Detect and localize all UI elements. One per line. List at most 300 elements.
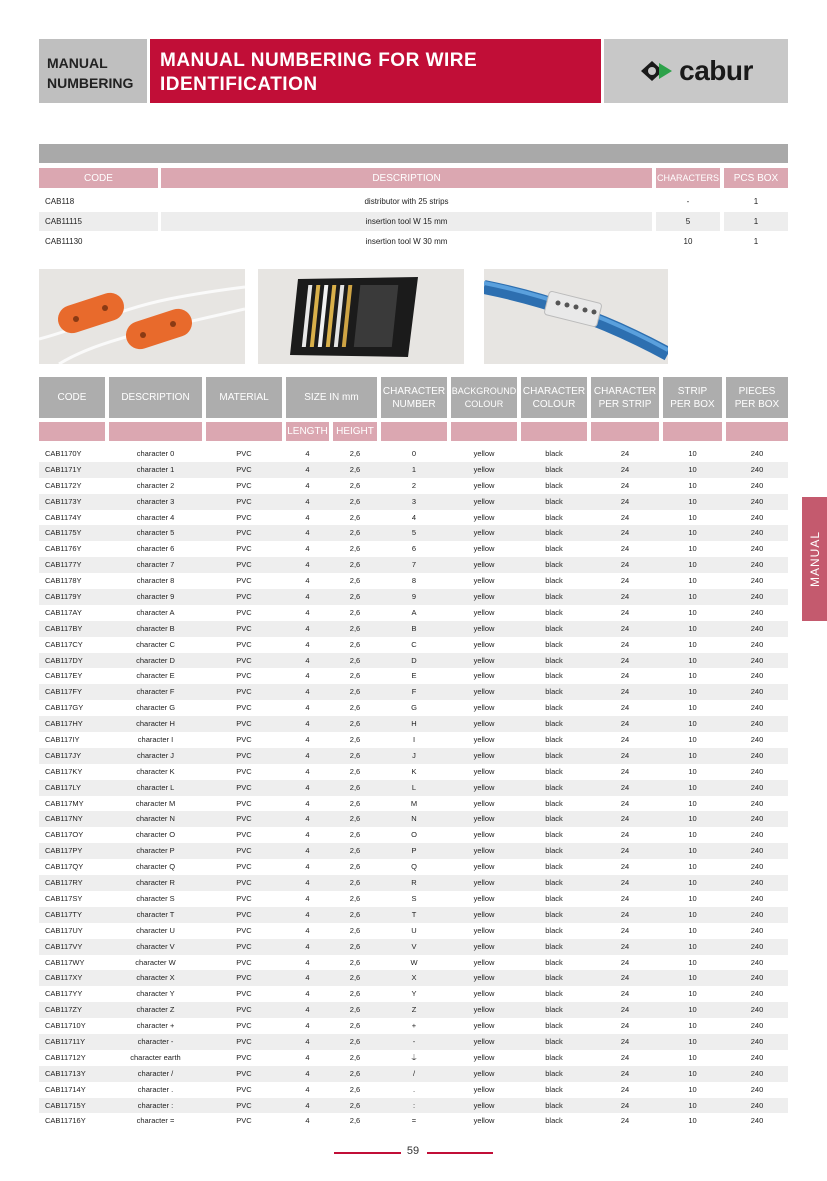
- cell-background-colour: yellow: [473, 798, 495, 808]
- cell-length: 4: [305, 782, 310, 792]
- cell-height: 2,6: [349, 480, 361, 490]
- cell-character-per-strip: 24: [620, 1005, 630, 1015]
- cell-character-per-strip: 24: [620, 925, 630, 935]
- cell-length: 4: [305, 607, 310, 617]
- cell-height: 2,6: [349, 528, 361, 538]
- cell-background-colour: yellow: [473, 512, 495, 522]
- cell-strip-per-box: 10: [688, 1084, 697, 1094]
- cell-character-per-strip: 24: [620, 655, 630, 665]
- cell-material: PVC: [236, 782, 252, 792]
- cell-strip-per-box: 10: [688, 528, 697, 538]
- cell-character-per-strip: 24: [620, 1036, 630, 1046]
- cell-code: CAB1170Y: [45, 449, 82, 458]
- cell-character-number: F: [411, 687, 417, 697]
- cell-character-colour: black: [545, 1021, 563, 1031]
- cell-character-per-strip: 24: [620, 671, 630, 681]
- cell-description: character C: [136, 639, 175, 649]
- cell-length: 4: [305, 846, 310, 856]
- cell-material: PVC: [236, 957, 252, 967]
- cell-length: 4: [305, 893, 310, 903]
- cell-material: PVC: [236, 449, 252, 458]
- col-header-character-colour: CHARACTER COLOUR: [521, 377, 587, 418]
- cell-character-colour: black: [545, 1100, 563, 1110]
- cell-length: 4: [305, 1036, 310, 1046]
- cell-character-number: U: [411, 925, 417, 935]
- cell-background-colour: yellow: [473, 528, 495, 538]
- cell-length: 4: [305, 560, 310, 570]
- cell-description: character B: [136, 623, 175, 633]
- cell-height: 2,6: [349, 814, 361, 824]
- cell-pieces-per-box: 240: [750, 560, 764, 570]
- cell-material: PVC: [236, 719, 252, 729]
- cell-character-colour: black: [545, 687, 563, 697]
- cell-background-colour: yellow: [473, 766, 495, 776]
- cell-background-colour: yellow: [473, 878, 495, 888]
- col-header-description: DESCRIPTION: [109, 377, 202, 418]
- cell-length: 4: [305, 973, 310, 983]
- cell-background-colour: yellow: [473, 782, 495, 792]
- cell-height: 2,6: [349, 449, 361, 458]
- cell-code: CAB117BY: [45, 623, 83, 633]
- col-header-pieces-per-box: PIECES PER BOX: [726, 377, 788, 418]
- cell-character-per-strip: 24: [620, 1084, 630, 1094]
- cell-character-colour: black: [545, 560, 563, 570]
- cell-material: PVC: [236, 830, 252, 840]
- cell-character-colour: black: [545, 576, 563, 586]
- table-row: [39, 811, 788, 827]
- cell-strip-per-box: 10: [688, 1068, 697, 1078]
- cell-material: PVC: [236, 639, 252, 649]
- cell-material: PVC: [236, 1036, 252, 1046]
- cell-length: 4: [305, 814, 310, 824]
- table-row: [39, 605, 788, 621]
- cell-strip-per-box: 10: [688, 925, 697, 935]
- cell-height: 2,6: [349, 464, 361, 474]
- cell-code: CAB117PY: [45, 846, 83, 856]
- cell-character-per-strip: 24: [620, 989, 630, 999]
- acc-header-code: CODE: [39, 168, 158, 188]
- subheader-blank: [206, 422, 282, 441]
- cell-character-colour: black: [545, 655, 563, 665]
- cell-character-number: S: [411, 893, 417, 903]
- table-row: [39, 1082, 788, 1098]
- cell-material: PVC: [236, 1116, 252, 1126]
- cell-character-per-strip: 24: [620, 544, 630, 554]
- cell-strip-per-box: 10: [688, 607, 697, 617]
- cell-material: PVC: [236, 909, 252, 919]
- cell-pieces-per-box: 240: [750, 623, 764, 633]
- cell-character-colour: black: [545, 1116, 563, 1126]
- cell-code: CAB117GY: [45, 703, 84, 713]
- cell-pieces-per-box: 240: [750, 1052, 764, 1062]
- cell-strip-per-box: 10: [688, 623, 697, 633]
- cell-pieces-per-box: 240: [750, 925, 764, 935]
- cell-character-per-strip: 24: [620, 576, 630, 586]
- cell-character-number: +: [411, 1021, 417, 1031]
- cell-material: PVC: [236, 814, 252, 824]
- cell-character-number: I: [412, 735, 416, 745]
- cell-height: 2,6: [349, 655, 361, 665]
- cell-height: 2,6: [349, 798, 361, 808]
- footer-line-left: [334, 1152, 401, 1154]
- cell-character-number: Q: [411, 862, 417, 872]
- table-row: [39, 970, 788, 986]
- cell-code: CAB1177Y: [45, 560, 82, 570]
- cell-height: 2,6: [349, 925, 361, 935]
- cell-code: CAB117IY: [45, 735, 80, 745]
- cell-background-colour: yellow: [473, 576, 495, 586]
- cell-length: 4: [305, 735, 310, 745]
- cell-character-colour: black: [545, 973, 563, 983]
- cell-code: CAB117MY: [45, 798, 84, 808]
- cell-pieces-per-box: 240: [750, 544, 764, 554]
- cell-length: 4: [305, 1068, 310, 1078]
- table-row: [39, 955, 788, 971]
- table-row: [39, 510, 788, 526]
- cell-description: character X: [136, 973, 175, 983]
- cell-character-per-strip: 24: [620, 528, 630, 538]
- cell-pieces-per-box: 240: [750, 655, 764, 665]
- cell-description: character W: [135, 957, 176, 967]
- cell-code: CAB117UY: [45, 925, 83, 935]
- cell-strip-per-box: 10: [688, 766, 697, 776]
- table-row: [39, 796, 788, 812]
- cell-strip-per-box: 10: [688, 846, 697, 856]
- cell-material: PVC: [236, 941, 252, 951]
- cabur-logo: [639, 55, 753, 87]
- col-header-strip-per-box: STRIP PER BOX: [663, 377, 722, 418]
- subheader-blank: [663, 422, 722, 441]
- acc-header-characters: CHARACTERS: [656, 168, 720, 188]
- cell-strip-per-box: 10: [688, 830, 697, 840]
- table-row: [39, 462, 788, 478]
- cell-length: 4: [305, 1116, 310, 1126]
- col-header-code: CODE: [39, 377, 105, 418]
- cell-character-per-strip: 24: [620, 607, 630, 617]
- cell-background-colour: yellow: [473, 925, 495, 935]
- cell-character-colour: black: [545, 607, 563, 617]
- table-row: [39, 891, 788, 907]
- table-row: [39, 764, 788, 780]
- cell-description: character 9: [136, 592, 175, 602]
- table-row: [39, 827, 788, 843]
- cell-description: character earth: [130, 1052, 181, 1062]
- subheader-blank: [521, 422, 587, 441]
- cell-code: CAB117LY: [45, 782, 81, 792]
- cell-description: character I: [137, 735, 174, 745]
- cell-background-colour: yellow: [473, 639, 495, 649]
- cell-description: character J: [136, 750, 175, 760]
- cell-pieces-per-box: 240: [750, 496, 764, 506]
- cell-description: character K: [136, 766, 175, 776]
- cell-material: PVC: [236, 607, 252, 617]
- side-tab-manual: [802, 497, 827, 621]
- cell-character-per-strip: 24: [620, 782, 630, 792]
- cell-pieces-per-box: 240: [750, 528, 764, 538]
- cell-description: character P: [136, 846, 175, 856]
- cell-background-colour: yellow: [473, 671, 495, 681]
- cell-character-colour: black: [545, 623, 563, 633]
- cell-description: character R: [136, 878, 175, 888]
- table-row: [39, 668, 788, 684]
- cell-character-number: C: [411, 639, 417, 649]
- cell-length: 4: [305, 1005, 310, 1015]
- col-header-material: MATERIAL: [206, 377, 282, 418]
- cell-material: PVC: [236, 623, 252, 633]
- cell-code: CAB117WY: [45, 957, 85, 967]
- cell-code: CAB117OY: [45, 830, 84, 840]
- cell-length: 4: [305, 480, 310, 490]
- cell-length: 4: [305, 687, 310, 697]
- cell-material: PVC: [236, 655, 252, 665]
- cell-character-number: A: [411, 607, 417, 617]
- cell-strip-per-box: 10: [688, 687, 697, 697]
- cell-code: CAB117SY: [45, 893, 83, 903]
- cell-description: character F: [136, 687, 175, 697]
- main-table-body: [39, 446, 788, 1129]
- cell-background-colour: yellow: [473, 560, 495, 570]
- cell-height: 2,6: [349, 544, 361, 554]
- cell-strip-per-box: 10: [688, 560, 697, 570]
- table-row: [39, 923, 788, 939]
- subheader-blank: [109, 422, 202, 441]
- table-row: [39, 494, 788, 510]
- cell-strip-per-box: 10: [688, 878, 697, 888]
- cell-code: CAB1176Y: [45, 544, 82, 554]
- cell-height: 2,6: [349, 512, 361, 522]
- cell-strip-per-box: 10: [688, 496, 697, 506]
- cell-strip-per-box: 10: [688, 703, 697, 713]
- cell-description: character =: [136, 1116, 175, 1126]
- cell-character-number: M: [410, 798, 418, 808]
- cell-description: character H: [136, 719, 175, 729]
- cell-height: 2,6: [349, 750, 361, 760]
- cell-character-per-strip: 24: [620, 941, 630, 951]
- cell-description: character L: [136, 782, 175, 792]
- cell-description: character 4: [136, 512, 175, 522]
- cell-character-per-strip: 24: [620, 592, 630, 602]
- cell-code: CAB117VY: [45, 941, 83, 951]
- cell-length: 4: [305, 703, 310, 713]
- cell-code: CAB117JY: [45, 750, 82, 760]
- subheader-length: LENGTH: [286, 422, 329, 441]
- table-row: [39, 478, 788, 494]
- cell-height: 2,6: [349, 1021, 361, 1031]
- cell-material: PVC: [236, 512, 252, 522]
- cell-strip-per-box: 10: [688, 592, 697, 602]
- cell-character-number: ⏚: [410, 1052, 418, 1062]
- cell-length: 4: [305, 862, 310, 872]
- cell-code: CAB1175Y: [45, 528, 82, 538]
- cell-height: 2,6: [349, 607, 361, 617]
- cell-description: character E: [136, 671, 175, 681]
- cell-character-number: V: [411, 941, 417, 951]
- cell-length: 4: [305, 1052, 310, 1062]
- cell-character-per-strip: 24: [620, 893, 630, 903]
- cell-code: CAB11715Y: [45, 1100, 86, 1110]
- cell-strip-per-box: 10: [688, 798, 697, 808]
- cell-character-number: L: [411, 782, 417, 792]
- acc-cell-description: insertion tool W 30 mm: [365, 237, 448, 246]
- cell-pieces-per-box: 240: [750, 830, 764, 840]
- acc-header-pcs-box: PCS BOX: [724, 168, 788, 188]
- cell-strip-per-box: 10: [688, 671, 697, 681]
- cell-character-colour: black: [545, 989, 563, 999]
- cell-strip-per-box: 10: [688, 576, 697, 586]
- cell-character-colour: black: [545, 528, 563, 538]
- cell-material: PVC: [236, 528, 252, 538]
- cell-material: PVC: [236, 576, 252, 586]
- cell-pieces-per-box: 240: [750, 893, 764, 903]
- cell-character-colour: black: [545, 893, 563, 903]
- cell-character-colour: black: [545, 1068, 563, 1078]
- cell-material: PVC: [236, 496, 252, 506]
- cell-code: CAB11713Y: [45, 1068, 86, 1078]
- cell-length: 4: [305, 798, 310, 808]
- cell-pieces-per-box: 240: [750, 1021, 764, 1031]
- cell-length: 4: [305, 909, 310, 919]
- cell-character-per-strip: 24: [620, 719, 630, 729]
- cell-character-colour: black: [545, 1084, 563, 1094]
- cell-character-per-strip: 24: [620, 464, 630, 474]
- cell-code: CAB117QY: [45, 862, 84, 872]
- cell-character-per-strip: 24: [620, 449, 630, 458]
- cell-height: 2,6: [349, 909, 361, 919]
- cell-material: PVC: [236, 846, 252, 856]
- cell-length: 4: [305, 878, 310, 888]
- cell-character-per-strip: 24: [620, 766, 630, 776]
- cell-description: character T: [136, 909, 175, 919]
- cell-character-colour: black: [545, 592, 563, 602]
- cell-background-colour: yellow: [473, 703, 495, 713]
- table-row: [39, 541, 788, 557]
- cell-character-number: R: [411, 878, 417, 888]
- cell-character-number: -: [412, 1036, 416, 1046]
- table-row: [39, 1018, 788, 1034]
- cell-description: character 2: [136, 480, 175, 490]
- cell-character-per-strip: 24: [620, 1068, 630, 1078]
- cell-height: 2,6: [349, 846, 361, 856]
- cell-pieces-per-box: 240: [750, 909, 764, 919]
- cell-character-colour: black: [545, 480, 563, 490]
- cell-height: 2,6: [349, 1005, 361, 1015]
- col-header-size: SIZE IN mm: [286, 377, 377, 418]
- cell-strip-per-box: 10: [688, 1036, 697, 1046]
- cell-background-colour: yellow: [473, 1005, 495, 1015]
- cell-pieces-per-box: 240: [750, 989, 764, 999]
- cell-height: 2,6: [349, 496, 361, 506]
- cell-character-colour: black: [545, 782, 563, 792]
- table-row: [39, 1002, 788, 1018]
- cell-height: 2,6: [349, 592, 361, 602]
- cell-character-colour: black: [545, 814, 563, 824]
- cell-background-colour: yellow: [473, 449, 495, 458]
- cell-character-number: 0: [411, 449, 417, 458]
- cell-length: 4: [305, 464, 310, 474]
- acc-cell-pcs-box: 1: [753, 197, 759, 206]
- cell-code: CAB11711Y: [45, 1036, 86, 1046]
- cell-strip-per-box: 10: [688, 639, 697, 649]
- cell-material: PVC: [236, 1005, 252, 1015]
- cell-background-colour: yellow: [473, 862, 495, 872]
- cell-code: CAB11712Y: [45, 1052, 86, 1062]
- cell-character-colour: black: [545, 957, 563, 967]
- cell-code: CAB11716Y: [45, 1116, 86, 1126]
- cell-description: character /: [137, 1068, 174, 1078]
- cell-length: 4: [305, 544, 310, 554]
- section-divider-bar: [39, 144, 788, 163]
- cell-material: PVC: [236, 592, 252, 602]
- cabur-logo-icon: [639, 60, 673, 82]
- cell-length: 4: [305, 941, 310, 951]
- cell-code: CAB117DY: [45, 655, 83, 665]
- cell-height: 2,6: [349, 639, 361, 649]
- cell-strip-per-box: 10: [688, 449, 697, 458]
- table-row: [39, 621, 788, 637]
- subheader-blank: [39, 422, 105, 441]
- cell-pieces-per-box: 240: [750, 1116, 764, 1126]
- cell-description: character 5: [136, 528, 175, 538]
- cell-background-colour: yellow: [473, 592, 495, 602]
- cell-character-number: X: [411, 973, 417, 983]
- cell-length: 4: [305, 592, 310, 602]
- cell-character-per-strip: 24: [620, 878, 630, 888]
- cell-description: character Z: [136, 1005, 175, 1015]
- cell-character-colour: black: [545, 846, 563, 856]
- cell-character-number: .: [412, 1084, 416, 1094]
- cell-character-number: G: [411, 703, 417, 713]
- cell-character-colour: black: [545, 719, 563, 729]
- cell-material: PVC: [236, 560, 252, 570]
- cell-code: CAB117AY: [45, 607, 82, 617]
- cell-material: PVC: [236, 671, 252, 681]
- cell-character-number: W: [410, 957, 418, 967]
- table-row: [39, 1034, 788, 1050]
- cell-character-number: 5: [411, 528, 417, 538]
- col-header-character-number: CHARACTER NUMBER: [381, 377, 447, 418]
- cell-code: CAB117RY: [45, 878, 83, 888]
- cell-background-colour: yellow: [473, 846, 495, 856]
- cell-pieces-per-box: 240: [750, 941, 764, 951]
- table-row: [39, 1113, 788, 1129]
- cell-code: CAB117ZY: [45, 1005, 82, 1015]
- cell-pieces-per-box: 240: [750, 607, 764, 617]
- cell-pieces-per-box: 240: [750, 750, 764, 760]
- cell-material: PVC: [236, 1068, 252, 1078]
- cell-character-colour: black: [545, 766, 563, 776]
- cell-material: PVC: [236, 989, 252, 999]
- cell-code: CAB117CY: [45, 639, 83, 649]
- cell-strip-per-box: 10: [688, 941, 697, 951]
- cell-character-per-strip: 24: [620, 735, 630, 745]
- cell-character-number: E: [411, 671, 417, 681]
- cell-height: 2,6: [349, 687, 361, 697]
- cell-strip-per-box: 10: [688, 909, 697, 919]
- table-row: [39, 907, 788, 923]
- cell-strip-per-box: 10: [688, 719, 697, 729]
- cell-character-per-strip: 24: [620, 862, 630, 872]
- table-row: [39, 1098, 788, 1114]
- cell-character-number: H: [411, 719, 417, 729]
- subheader-blank: [591, 422, 659, 441]
- cell-character-per-strip: 24: [620, 1100, 630, 1110]
- acc-cell-characters: 10: [683, 237, 693, 246]
- cell-character-colour: black: [545, 735, 563, 745]
- cell-background-colour: yellow: [473, 973, 495, 983]
- cell-code: CAB117NY: [45, 814, 83, 824]
- cell-height: 2,6: [349, 623, 361, 633]
- cell-background-colour: yellow: [473, 893, 495, 903]
